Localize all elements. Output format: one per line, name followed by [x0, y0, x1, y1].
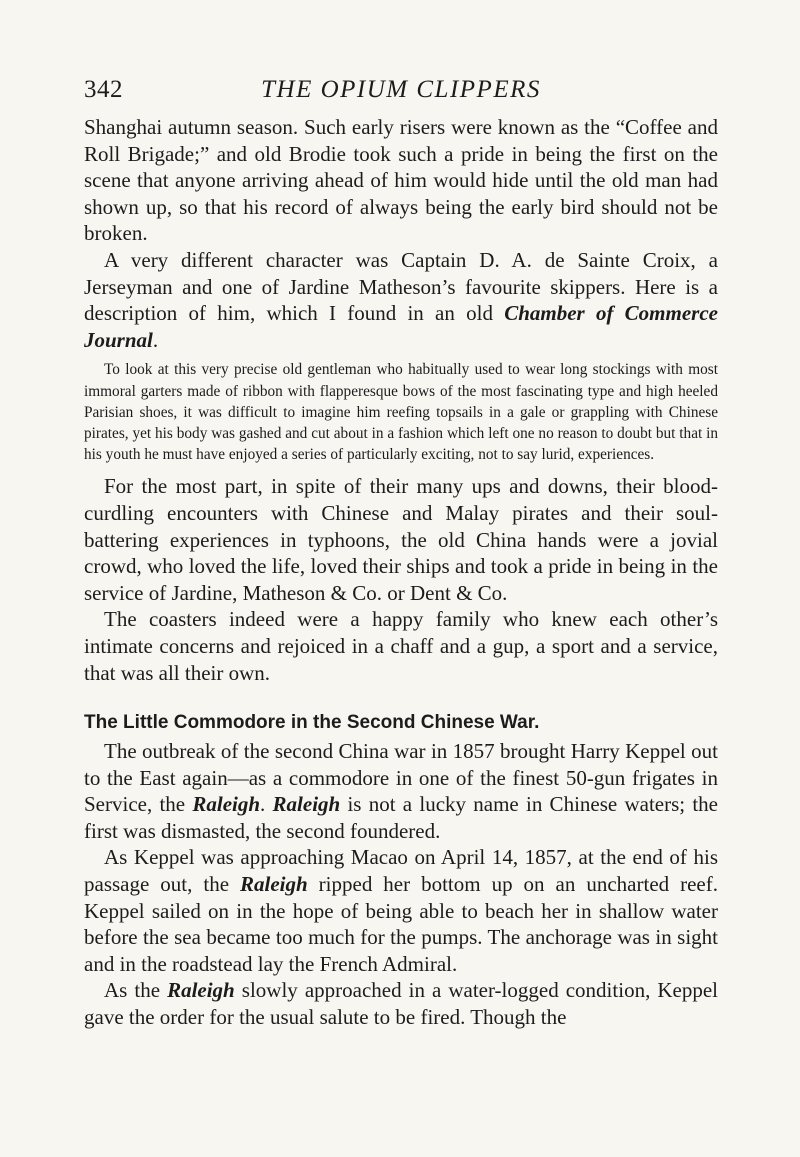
section-heading: The Little Commodore in the Second Chinese War.	[84, 712, 540, 734]
paragraph-7-end: slowly approached in a water-logged condition, Keppel gave the order for the usual salute to be fired. Though the	[84, 978, 718, 1030]
paragraph-3: For the most part, in spite of their many ups and downs, their blood-curdling encounters with Chinese and Malay pirates and their soul-battering experiences in typhoons, the old China hands were a jovial crowd, who loved the life, loved their ships and took a pride in being in the service of Jardine, Matheson & Co. or Dent & Co.	[84, 474, 718, 605]
publication-title: Chamber of Commerce Journal	[84, 301, 718, 352]
page-number: 342	[84, 76, 123, 103]
paragraph-1: Shanghai autumn season. Such early risers were known as the “Coffee and Roll Brigade;” and old Brodie took such a pride in being the first on the scene that anyone arriving ahead of him would hide until the old man had shown up, so that his record of always being the early bird should not be broken.	[84, 115, 718, 246]
paragraph-2-end: .	[152, 327, 159, 352]
ship-name: Raleigh	[272, 792, 341, 817]
paragraph-6	[84, 844, 718, 977]
page-header	[84, 76, 718, 108]
paragraph-7	[84, 977, 718, 1030]
ship-name: Raleigh	[240, 872, 308, 897]
paragraph-5-text: The outbreak of the second China war in 1857 brought Harry Keppel out to the East again—as a commodore in one of the finest 50-gun frigates in Service, the	[84, 739, 718, 817]
paragraph-5-end: is not a lucky name in Chinese waters; the first was dismasted, the second foundered.	[84, 792, 718, 843]
page-body	[84, 114, 718, 1031]
paragraph-7-text: As the	[104, 978, 168, 1003]
paragraph-2	[84, 247, 718, 353]
paragraph-5-mid: .	[260, 792, 273, 817]
ship-name: Raleigh	[167, 978, 235, 1003]
paragraph-5	[84, 738, 718, 844]
block-quote: To look at this very precise old gentleman who habitually used to wear long stockings with most immoral garters made of ribbon with flapperesque bows of the most fascinating type and high heeled Parisian shoes, it was difficult to imagine him reefing topsails in a gale or grappling with Chinese pirates, yet his body was gashed and cut about in a fashion which left one no reason to doubt but that in his youth he must have enjoyed a series of particularly exciting, not to say lurid, experiences.	[84, 361, 718, 464]
running-title: THE OPIUM CLIPPERS	[261, 76, 541, 103]
paragraph-2-text: A very different character was Captain D. A. de Sainte Croix, a Jerseyman and one of Jardine Matheson’s favourite skippers. Here is a description of him, which I found in an old	[84, 247, 718, 326]
paragraph-6-text: As Keppel was approaching Macao on April 14, 1857, at the end of his passage out, the	[84, 845, 718, 897]
paragraph-6-end: ripped her bottom up on an uncharted reef. Keppel sailed on in the hope of being able to beach her in shallow water before the sea became too much for the pumps. The anchorage was in sight and in the roadstead lay the French Admiral.	[84, 872, 718, 976]
ship-name: Raleigh	[192, 792, 261, 817]
paragraph-4: The coasters indeed were a happy family who knew each other’s intimate concerns and rejoiced in a chaff and a gup, a sport and a service, that was all their own.	[84, 607, 718, 685]
